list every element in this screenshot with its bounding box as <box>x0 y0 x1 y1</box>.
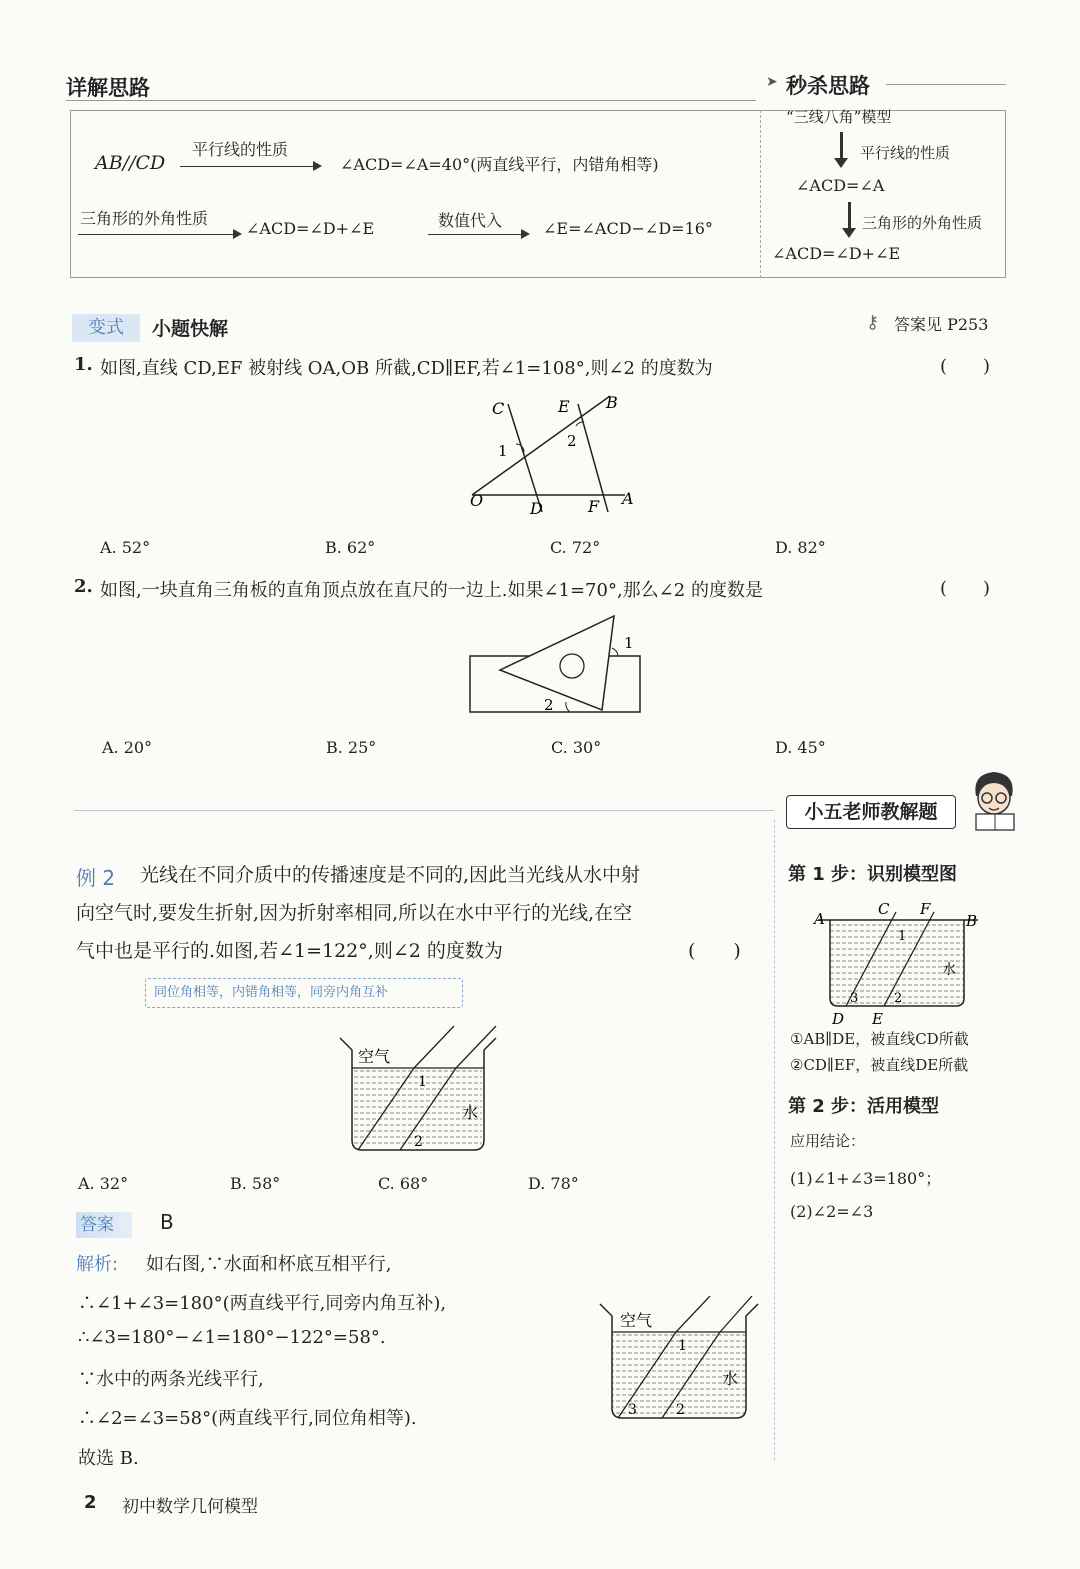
example-line3: 气中也是平行的.如图,若∠1=122°,则∠2 的度数为 <box>76 940 503 962</box>
flow2-result: ∠E=∠ACD−∠D=16° <box>543 219 713 238</box>
tf-e: E <box>872 1010 883 1026</box>
analysis-label: 解析: <box>76 1254 119 1275</box>
sol-line3: ∴∠3=180°−∠1=180°−122°=58°. <box>78 1327 386 1348</box>
sf-2: 2 <box>676 1402 685 1418</box>
q2-option-a[interactable]: A. 20° <box>102 738 153 757</box>
page-number: 2 <box>84 1492 97 1513</box>
teacher-c1: (1)∠1+∠3=180°； <box>790 1169 942 1188</box>
q1-option-a[interactable]: A. 52° <box>100 538 151 557</box>
q1-paren: ( ) <box>940 356 991 377</box>
q1-text: 如图,直线 CD,EF 被射线 OA,OB 所截,CD∥EF,若∠1=108°,则∠2 的度数为 <box>100 358 713 379</box>
teacher-apply: 应用结论： <box>790 1132 866 1150</box>
example-figure <box>336 1020 506 1156</box>
q2-num: 2. <box>74 576 93 597</box>
lbl-2: 2 <box>567 432 577 450</box>
example-option-b[interactable]: B. 58° <box>230 1174 281 1193</box>
example-line1: 光线在不同介质中的传播速度是不同的,因此当光线从水中射 <box>140 864 641 886</box>
section-divider <box>74 810 774 811</box>
quick-model: “三线八角”模型 <box>786 108 892 126</box>
q2-option-b[interactable]: B. 25° <box>326 738 377 757</box>
tf-3: 3 <box>850 991 859 1006</box>
sol-line6: 故选 B. <box>78 1448 139 1469</box>
lbl-o: O <box>470 491 484 510</box>
teacher-note2: ②CD∥EF，被直线DE所截 <box>790 1056 969 1074</box>
lbl-e: E <box>558 397 570 416</box>
quick-step1-label: 平行线的性质 <box>860 144 951 162</box>
tf-b: B <box>966 912 978 930</box>
flow2-arrow-label2: 数值代入 <box>438 211 503 230</box>
tf-d: D <box>832 1010 845 1026</box>
flow2-arrow-label1: 三角形的外角性质 <box>80 209 209 228</box>
answer-value: B <box>160 1210 174 1234</box>
teacher-title: 小五老师教解题 <box>786 795 956 829</box>
arrow-right-icon: ➤ <box>766 74 778 90</box>
example-option-a[interactable]: A. 32° <box>78 1174 129 1193</box>
lbl-f: F <box>588 497 600 516</box>
teacher-step1: 第 1 步：识别模型图 <box>788 864 958 885</box>
flow2-mid: ∠ACD=∠D+∠E <box>246 219 375 238</box>
q2-text: 如图,一块直角三角板的直角顶点放在直尺的一边上.如果∠1=70°,那么∠2 的度数是 <box>100 580 763 601</box>
sol-line2: ∴∠1+∠3=180°(两直线平行,同旁内角互补), <box>78 1293 447 1314</box>
variant-title: 小题快解 <box>152 318 229 340</box>
example-line2: 向空气时,要发生折射,因为折射率相同,所以在水中平行的光线,在空 <box>76 902 633 924</box>
flow2-arrow1 <box>78 234 240 235</box>
lbl-1: 1 <box>498 442 508 460</box>
q2-paren: ( ) <box>940 578 991 599</box>
flow1-arrow <box>180 166 320 167</box>
quick-step2-result: ∠ACD=∠D+∠E <box>772 244 901 263</box>
answer-label: 答案 <box>76 1212 132 1238</box>
line-cd <box>508 404 542 512</box>
q1-num: 1. <box>74 354 93 375</box>
example-option-c[interactable]: C. 68° <box>378 1174 429 1193</box>
box-divider <box>760 110 761 278</box>
flow1-result: ∠ACD=∠A=40°(两直线平行，内错角相等) <box>340 155 659 174</box>
answer-ref: 答案见 P253 <box>894 315 989 334</box>
down-arrow-1-head <box>834 158 848 168</box>
teacher-c2: (2)∠2=∠3 <box>790 1202 874 1221</box>
solution-figure <box>598 1296 760 1422</box>
quick-title: 秒杀思路 <box>786 74 870 98</box>
quick-rule <box>886 84 1006 85</box>
q2-lbl-2: 2 <box>544 696 554 714</box>
down-arrow-2-head <box>842 228 856 238</box>
q2-figure <box>466 610 646 716</box>
lbl-c: C <box>492 399 505 418</box>
q1-figure <box>460 388 660 520</box>
quick-step1-result: ∠ACD=∠A <box>796 176 885 195</box>
tf-a: A <box>814 910 825 928</box>
flow1-arrow-label: 平行线的性质 <box>192 140 289 159</box>
quick-step2-label: 三角形的外角性质 <box>862 214 983 232</box>
example-label: 例 2 <box>76 866 116 890</box>
analysis-rule <box>66 100 756 101</box>
hint-box: 同位角相等，内错角相等，同旁内角互补 <box>145 978 463 1008</box>
sol-line1: 如右图,∵水面和杯底互相平行, <box>146 1254 392 1275</box>
ef-water: 水 <box>462 1103 479 1122</box>
q1-option-d[interactable]: D. 82° <box>775 538 826 557</box>
q2-lbl-1: 1 <box>624 634 634 652</box>
example-option-d[interactable]: D. 78° <box>528 1174 579 1193</box>
teacher-figure <box>812 898 988 1026</box>
analysis-title: 详解思路 <box>66 76 150 100</box>
tf-c: C <box>878 900 890 918</box>
teacher-note1: ①AB∥DE，被直线CD所截 <box>790 1030 969 1048</box>
sf-air: 空气 <box>620 1311 653 1330</box>
tf-1: 1 <box>898 929 907 944</box>
q2-option-c[interactable]: C. 30° <box>551 738 602 757</box>
q2-option-d[interactable]: D. 45° <box>775 738 826 757</box>
tf-2: 2 <box>894 991 903 1006</box>
tf-f: F <box>920 900 931 918</box>
ef-1: 1 <box>418 1074 427 1090</box>
sf-3: 3 <box>628 1402 637 1418</box>
lbl-a: A <box>622 489 634 508</box>
book-title: 初中数学几何模型 <box>122 1497 258 1517</box>
sol-line5: ∴∠2=∠3=58°(两直线平行,同位角相等). <box>78 1408 417 1429</box>
sf-1: 1 <box>678 1338 687 1354</box>
teacher-avatar <box>960 768 1030 832</box>
q1-option-b[interactable]: B. 62° <box>325 538 376 557</box>
key-icon: ⚷ <box>866 312 880 333</box>
q2-angle2-arc <box>566 702 570 712</box>
sf-water: 水 <box>722 1369 739 1388</box>
line-ef <box>578 404 608 512</box>
side-divider <box>774 820 775 1460</box>
variant-tag: 变式 <box>72 314 140 342</box>
lbl-d: D <box>530 499 543 518</box>
ef-air: 空气 <box>358 1047 391 1066</box>
sol-line4: ∵水中的两条光线平行, <box>78 1369 264 1390</box>
ef-2: 2 <box>414 1134 423 1150</box>
down-arrow-2 <box>848 202 851 230</box>
lbl-b: B <box>606 393 618 412</box>
q1-option-c[interactable]: C. 72° <box>550 538 601 557</box>
flow2-arrow2 <box>428 234 528 235</box>
example-paren: ( ) <box>688 940 741 962</box>
tf-water: 水 <box>942 962 956 978</box>
flow1-start: AB//CD <box>95 152 166 174</box>
triangle-board <box>500 616 614 710</box>
teacher-step2: 第 2 步：活用模型 <box>788 1096 940 1117</box>
q2-angle1-arc <box>612 648 618 656</box>
